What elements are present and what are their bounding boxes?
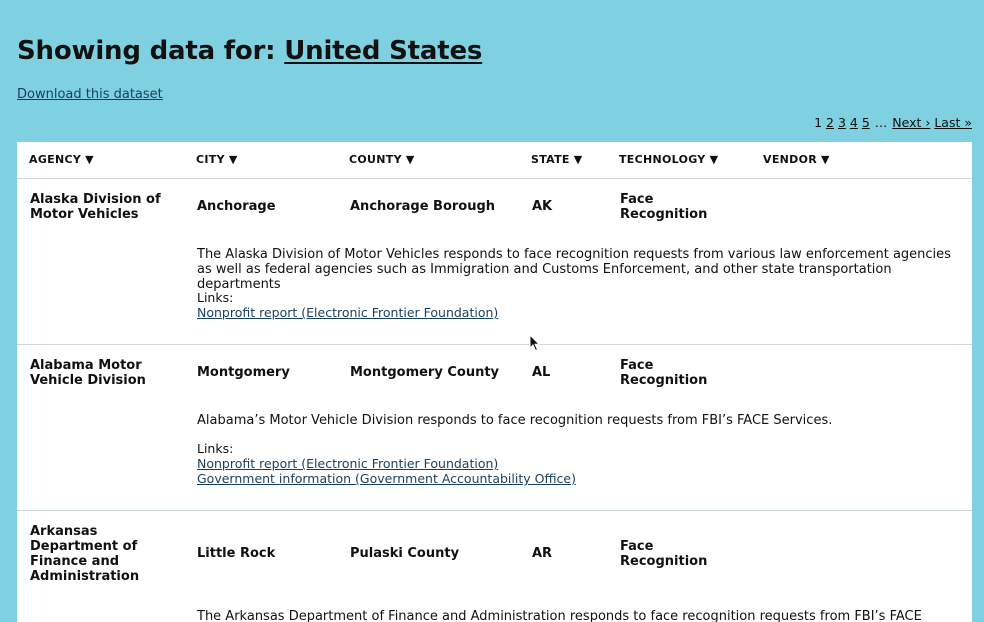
table-header xyxy=(17,142,972,179)
sort-down-icon: ▼ xyxy=(85,153,94,166)
location-link[interactable]: United States xyxy=(284,36,483,66)
column-header-label: AGENCY xyxy=(29,153,82,166)
sort-down-icon: ▼ xyxy=(573,153,583,166)
row-description: The Alaska Division of Motor Vehicles responds to face recognition requests from various law enforcement agencies as well as federal agencies such as Immigration and Customs Enforcement, and other state transportation departments xyxy=(197,247,951,292)
next-page-link[interactable]: Next › xyxy=(892,115,931,130)
column-header-agency[interactable] xyxy=(29,153,94,166)
table-row xyxy=(17,179,972,345)
sort-down-icon: ▼ xyxy=(228,153,238,166)
column-header-city[interactable] xyxy=(196,153,238,166)
state-cell: AL xyxy=(532,365,551,380)
sort-down-icon: ▼ xyxy=(709,153,719,166)
download-dataset-link[interactable]: Download this dataset xyxy=(17,87,163,102)
page-title xyxy=(17,36,482,66)
sort-down-icon: ▼ xyxy=(405,153,415,166)
links-label: Links: xyxy=(197,290,234,305)
column-header-state[interactable] xyxy=(531,153,583,166)
column-header-vendor[interactable] xyxy=(763,153,830,166)
state-cell: AK xyxy=(532,199,553,214)
state-cell: AR xyxy=(532,546,553,561)
county-cell: Montgomery County xyxy=(350,365,500,380)
data-table xyxy=(17,142,972,622)
source-link[interactable]: Nonprofit report (Electronic Frontier Foundation) xyxy=(197,456,499,471)
technology-cell: Face Recognition xyxy=(620,358,708,388)
column-header-label: VENDOR xyxy=(763,153,817,166)
page-1: 1 xyxy=(814,115,823,130)
technology-cell: Face Recognition xyxy=(620,192,708,222)
county-cell: Pulaski County xyxy=(350,546,460,561)
page-2-link[interactable]: 2 xyxy=(826,115,834,130)
page-3-link[interactable]: 3 xyxy=(837,115,846,130)
city-cell: Anchorage xyxy=(197,199,276,214)
mouse-cursor-icon xyxy=(529,334,541,352)
agency-cell: Alabama Motor Vehicle Division xyxy=(30,358,146,388)
column-header-county[interactable] xyxy=(349,153,415,166)
column-header-technology[interactable] xyxy=(619,153,718,166)
technology-cell: Face Recognition xyxy=(620,539,708,569)
column-header-label: STATE xyxy=(531,153,570,166)
source-link[interactable]: Nonprofit report (Electronic Frontier Foundation) xyxy=(197,305,499,320)
column-header-label: COUNTY xyxy=(349,153,402,166)
agency-cell: Arkansas Department of Finance and Administration xyxy=(30,524,140,584)
table-row xyxy=(17,345,972,511)
county-cell: Anchorage Borough xyxy=(350,199,496,214)
column-header-label: CITY xyxy=(196,153,225,166)
city-cell: Little Rock xyxy=(197,546,276,561)
pagination xyxy=(814,115,972,130)
pagination-ellipsis: … xyxy=(874,115,888,130)
last-page-link[interactable]: Last » xyxy=(934,115,972,130)
page-5-link[interactable]: 5 xyxy=(861,115,870,130)
agency-cell: Alaska Division of Motor Vehicles xyxy=(30,192,161,222)
table-row xyxy=(17,511,972,622)
links-label: Links: xyxy=(197,441,234,456)
page-title-prefix: Showing data for: xyxy=(17,36,276,66)
city-cell: Montgomery xyxy=(197,365,290,380)
page-4-link[interactable]: 4 xyxy=(849,115,858,130)
sort-down-icon: ▼ xyxy=(821,153,830,166)
source-link[interactable]: Government information (Government Accountability Office) xyxy=(197,471,576,486)
row-description: Alabama’s Motor Vehicle Division responds to face recognition requests from FBI’s FACE Services. xyxy=(197,413,833,428)
row-description: The Arkansas Department of Finance and Administration responds to face recognition requests from FBI’s FACE xyxy=(197,609,922,622)
column-header-label: TECHNOLOGY xyxy=(619,153,706,166)
